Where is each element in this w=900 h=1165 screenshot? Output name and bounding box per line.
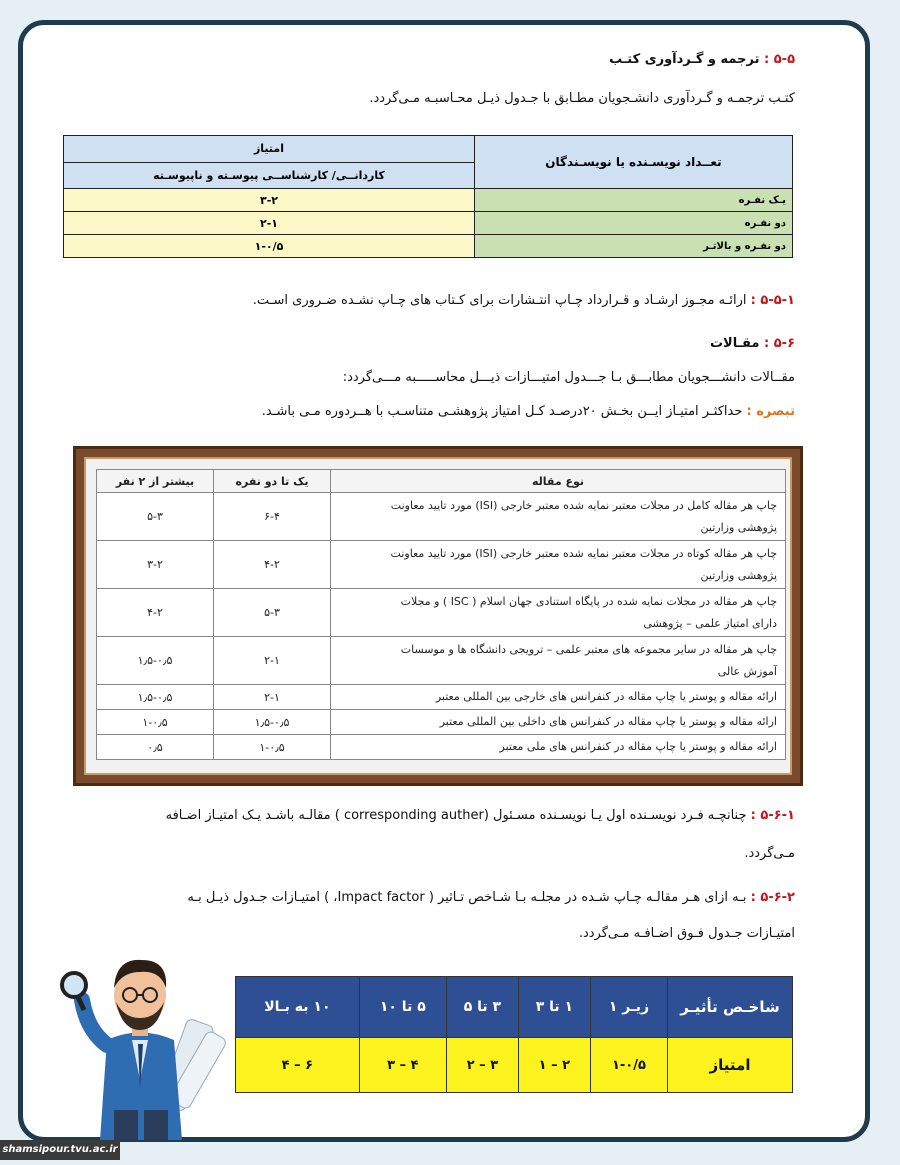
impact-score-cell: ۶ – ۴	[236, 1038, 360, 1093]
impact-range-cell: ۳ تا ۵	[446, 977, 518, 1038]
type-line1: ارائه مقاله و پوستر یا چاپ مقاله در کنفرانس های ملی معتبر	[331, 735, 786, 760]
col-authors-header: تعــداد نویسـنده یا نویسـندگان	[474, 136, 792, 189]
table-row	[97, 589, 786, 637]
teacher-illustration	[52, 940, 232, 1140]
more-cell: ۴-۲	[97, 589, 214, 637]
impact-range-cell: ۱۰ به بـالا	[236, 977, 360, 1038]
one-two-cell: ۴-۲	[214, 541, 331, 589]
articles-score-table	[96, 469, 786, 760]
type-line1: چاپ هر مقاله کامل در مجلات معتبر نمایه شده معتبر خارجی (ISI) مورد تایید معاونت	[390, 498, 777, 512]
col-type-header: نوع مقاله	[331, 470, 786, 493]
type-line1: ارائه مقاله و پوستر یا چاپ مقاله در کنفرانس های خارجی بین المللی معتبر	[331, 685, 786, 710]
note-551-text: ارائـه مجـوز ارشـاد و قـرارداد چـاپ انتـشارات برای کـتاب های چـاپ نشـده ضـروری اسـت.	[252, 293, 747, 308]
note-561-number: ۵-۶-۱ :	[750, 808, 795, 823]
col-one-two-header: یک تا دو نفره	[214, 470, 331, 493]
impact-score-cell: ۴ – ۳	[359, 1038, 446, 1093]
table-row	[64, 189, 793, 212]
section-56-tip	[262, 404, 795, 419]
impact-range-cell: ۵ تا ۱۰	[359, 977, 446, 1038]
one-two-cell: ۶-۴	[214, 493, 331, 541]
type-line2: پژوهشی وزارتین	[700, 568, 777, 582]
authors-cell: دو نفـره و بالاتـر	[474, 235, 792, 258]
one-two-cell: ۲-۱	[214, 637, 331, 685]
table-row	[97, 493, 786, 541]
impact-factor-table	[235, 976, 793, 1093]
table-row	[97, 685, 786, 710]
col-score-header: امتیاز	[64, 136, 475, 163]
type-line1: چاپ هر مقاله در مجلات نمایه شده در پایگاه استنادی جهان اسلام ( ISC ) و مجلات	[400, 594, 777, 608]
one-two-cell: ۱-۰٫۵	[214, 735, 331, 760]
table-row	[97, 735, 786, 760]
impact-header-row	[236, 977, 793, 1038]
note-562-text-line2: امتیـازات جـدول فـوق اضـافـه مـی‌گردد.	[578, 926, 795, 941]
table-row	[97, 637, 786, 685]
table-row	[64, 235, 793, 258]
impact-row-label: امتیاز	[668, 1038, 793, 1093]
section-56-number: ۵-۶ :	[764, 336, 795, 351]
section-55-number: ۵-۵ :	[764, 52, 795, 67]
note-561-text-line1: چنانچـه فـرد نویسـنده اول یـا نویسـنده مسـئول (corresponding auther ) مقالـه باشـد یـک امتیـاز اضـافه	[165, 808, 747, 823]
note-561	[166, 808, 795, 823]
impact-range-cell: ۱ تا ۳	[518, 977, 590, 1038]
impact-score-cell: ۱-۰/۵	[590, 1038, 667, 1093]
impact-score-cell: ۲ – ۱	[518, 1038, 590, 1093]
authors-cell: یـک نفـره	[474, 189, 792, 212]
note-562	[187, 890, 795, 905]
table-row	[97, 710, 786, 735]
col-more-header: بیشتر از ۲ نفر	[97, 470, 214, 493]
site-watermark: shamsipour.tvu.ac.ir	[0, 1140, 120, 1160]
note-561-text-line2: مـی‌گردد.	[744, 846, 795, 861]
type-line2: پژوهشی وزارتین	[700, 520, 777, 534]
note-551-number: ۵-۵-۱ :	[750, 293, 795, 308]
note-562-number: ۵-۶-۲ :	[750, 890, 795, 905]
tip-label: تبصره :	[746, 404, 795, 419]
one-two-cell: ۱٫۵-۰٫۵	[214, 710, 331, 735]
table-row	[97, 541, 786, 589]
col-score-subheader: کاردانــی/ کارشناســی پیوسـته و ناپیوسـته	[64, 162, 475, 189]
tip-text: حداکثـر امتیـاز ایــن بخـش ۲۰درصـد کـل امتیاز پژوهشـی متناسـب با هــردوره مـی باشـد.	[261, 404, 743, 419]
type-line2: آموزش عالی	[717, 664, 777, 678]
more-cell: ۵-۳	[97, 493, 214, 541]
articles-table-inner	[84, 457, 792, 775]
more-cell: ۰٫۵	[97, 735, 214, 760]
type-line2: دارای امتیاز علمی – پژوهشی	[643, 616, 777, 630]
authors-cell: دو نفـره	[474, 212, 792, 235]
books-score-table	[63, 135, 793, 258]
table-row	[64, 212, 793, 235]
more-cell: ۱-۰٫۵	[97, 710, 214, 735]
score-cell: ۳-۲	[64, 189, 475, 212]
section-56-intro: مقــالات دانشـــجویان مطابـــق بـا جـــدول امتیـــازات ذیـــل محاســـــبه مـــی‌گردد:	[342, 370, 795, 385]
one-two-cell: ۵-۳	[214, 589, 331, 637]
section-55-heading	[609, 52, 795, 67]
section-56-title: مقـالات	[709, 336, 760, 351]
impact-range-cell: زیـر ۱	[590, 977, 667, 1038]
type-line1: چاپ هر مقاله در سایر مجموعه های معتبر علمی – ترویجی دانشگاه ها و موسسات	[400, 642, 777, 656]
articles-table-frame	[73, 446, 803, 786]
more-cell: ۱٫۵-۰٫۵	[97, 637, 214, 685]
score-cell: ۱-۰/۵	[64, 235, 475, 258]
score-cell: ۲-۱	[64, 212, 475, 235]
note-562-text-line1: بـه ازای هـر مقالـه چـاپ شـده در مجلـه بـا شـاخص تـاثیر ( Impact factor، ) امتیـازات جـدول ذیـل بـه	[187, 890, 747, 905]
impact-header-label: شاخـص تأثیـر	[668, 977, 793, 1038]
more-cell: ۱٫۵-۰٫۵	[97, 685, 214, 710]
note-551	[253, 293, 795, 308]
section-55-intro: کتـب ترجمـه و گـردآوری دانشـجویان مطـابق با جـدول ذیـل محـاسبـه مـی‌گردد.	[369, 91, 795, 106]
type-line1: چاپ هر مقاله کوتاه در مجلات معتبر نمایه شده معتبر خارجی (ISI) مورد تایید معاونت	[390, 546, 777, 560]
impact-score-cell: ۳ – ۲	[446, 1038, 518, 1093]
section-56-heading	[710, 336, 795, 351]
type-line1: ارائه مقاله و پوستر یا چاپ مقاله در کنفرانس های داخلی بین المللی معتبر	[331, 710, 786, 735]
section-55-title: ترجمه و گـردآوری کتـب	[609, 52, 760, 67]
one-two-cell: ۲-۱	[214, 685, 331, 710]
impact-score-row	[236, 1038, 793, 1093]
more-cell: ۳-۲	[97, 541, 214, 589]
